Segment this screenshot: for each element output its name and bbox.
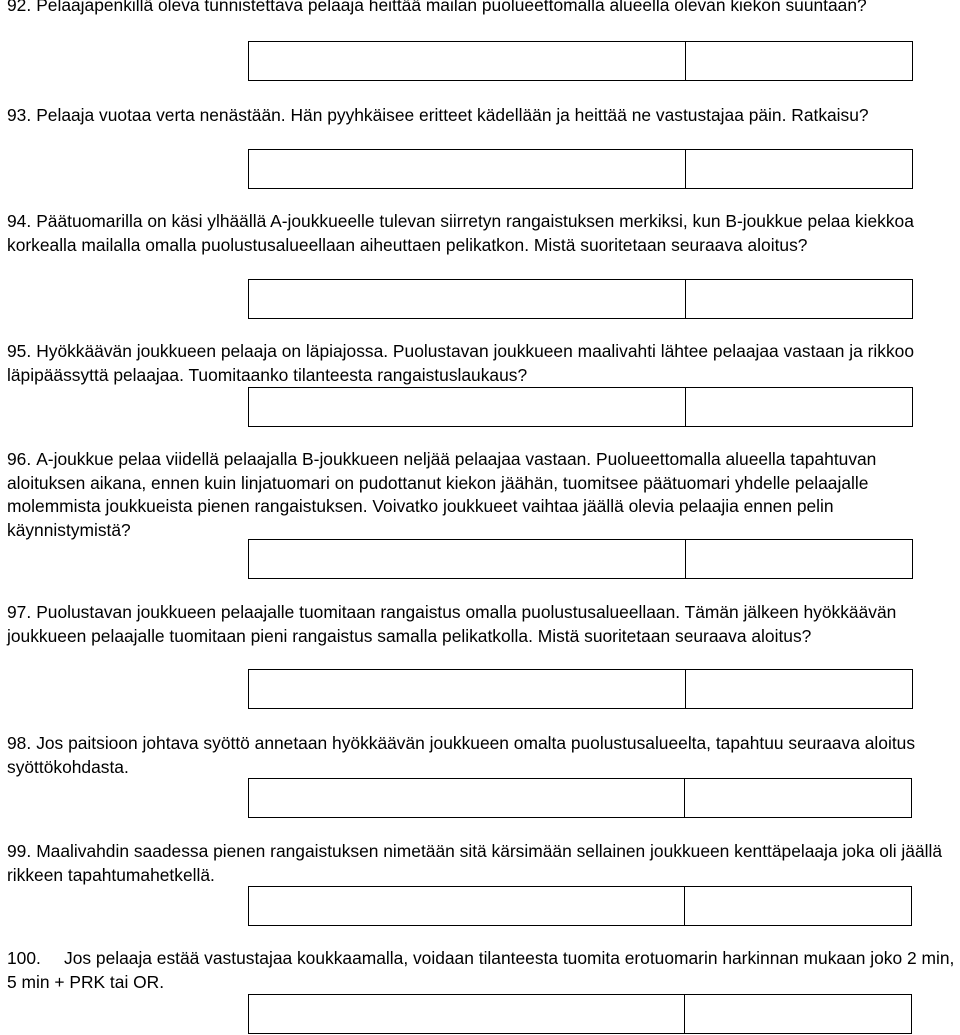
answer-box-divider: [684, 887, 685, 925]
question-96: [7, 448, 957, 542]
question-number: 92.: [7, 0, 32, 15]
question-number: 95.: [7, 341, 32, 361]
question-text: A-joukkue pelaa viidellä pelaajalla B-joukkueen neljää pelaajaa vastaan. Puolueettomalla alueella tapahtuvan aloituksen aikana, ennen kuin linjatuomari on pudottanut kiekon jäähän, tuomitsee päätuomari yhdelle pelaajalle molemmista joukkueista pienen rangaistuksen. Voivatko joukkueet vaihtaa jäällä olevia pelaajia ennen pelin käynnistymistä?: [7, 449, 877, 540]
question-number: 99.: [7, 841, 32, 861]
answer-box-divider: [685, 540, 686, 578]
question-number: 96.: [7, 449, 32, 469]
answer-box-divider: [685, 388, 686, 426]
answer-box-divider: [685, 150, 686, 188]
answer-box-94[interactable]: [248, 279, 913, 319]
question-93: [7, 104, 957, 128]
answer-box-99[interactable]: [248, 886, 912, 926]
answer-box-divider: [684, 779, 685, 817]
answer-box-divider: [685, 42, 686, 80]
answer-box-97[interactable]: [248, 669, 913, 709]
answer-box-98[interactable]: [248, 778, 912, 818]
question-text: Hyökkäävän joukkueen pelaaja on läpiajossa. Puolustavan joukkueen maalivahti lähtee pelaajaa vastaan ja rikkoo läpipäässyttä pelaajaa. Tuomitaanko tilanteesta rangaistuslaukaus?: [7, 341, 915, 385]
answer-box-divider: [685, 280, 686, 318]
question-number: 98.: [7, 733, 32, 753]
question-97: [7, 601, 957, 648]
question-99: [7, 840, 957, 887]
answer-box-93[interactable]: [248, 149, 913, 189]
answer-box-92[interactable]: [248, 41, 913, 81]
question-100: [7, 947, 957, 994]
question-94: [7, 210, 957, 257]
question-number: 97.: [7, 602, 32, 622]
question-98: [7, 732, 957, 779]
answer-box-divider: [685, 670, 686, 708]
question-text: Päätuomarilla on käsi ylhäällä A-joukkueelle tulevan siirretyn rangaistuksen merkiksi, kun B-joukkue pelaa kiekkoa korkealla mailalla omalla puolustusalueellaan aiheuttaen pelikatkon. Mistä suoritetaan seuraava aloitus?: [7, 211, 914, 255]
question-number: 100.: [7, 948, 41, 968]
answer-box-96[interactable]: [248, 539, 913, 579]
answer-box-95[interactable]: [248, 387, 913, 427]
question-text: Puolustavan joukkueen pelaajalle tuomitaan rangaistus omalla puolustusalueellaan. Tämän jälkeen hyökkäävän joukkueen pelaajalle tuomitaan pieni rangaistus samalla pelikatkolla. Mistä suoritetaan seuraava aloitus?: [7, 602, 897, 646]
question-text: Pelaajapenkillä oleva tunnistettava pelaaja heittää mailan puolueettomalla alueella olevan kiekon suuntaan?: [36, 0, 867, 15]
question-95: [7, 340, 957, 387]
question-number: 94.: [7, 211, 32, 231]
answer-box-divider: [684, 995, 685, 1033]
answer-box-100[interactable]: [248, 994, 912, 1034]
question-text: Maalivahdin saadessa pienen rangaistuksen nimetään sitä kärsimään sellainen joukkueen kenttäpelaaja joka oli jäällä rikkeen tapahtumahetkellä.: [7, 841, 943, 885]
question-text: Jos paitsioon johtava syöttö annetaan hyökkäävän joukkueen omalta puolustusalueelta, tapahtuu seuraava aloitus syöttökohdasta.: [7, 733, 916, 777]
question-92: [7, 0, 957, 18]
question-number: 93.: [7, 105, 32, 125]
question-text: Jos pelaaja estää vastustajaa koukkaamalla, voidaan tilanteesta tuomita erotuomarin harkinnan mukaan joko 2 min, 5 min + PRK tai OR.: [7, 948, 955, 992]
question-text: Pelaaja vuotaa verta nenästään. Hän pyyhkäisee eritteet kädellään ja heittää ne vastustajaa päin. Ratkaisu?: [36, 105, 869, 125]
